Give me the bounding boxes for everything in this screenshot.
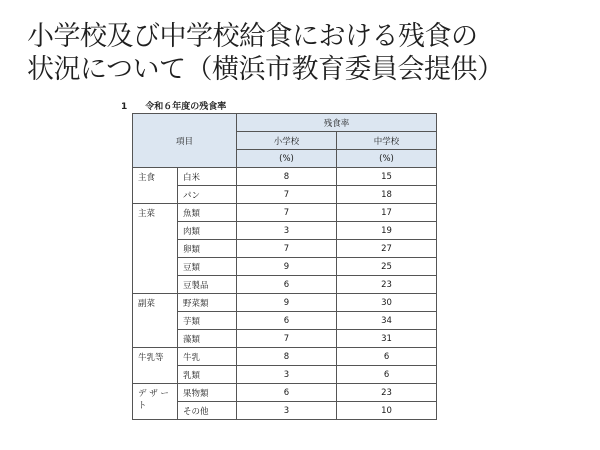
table-heading [121,99,226,112]
elementary-rate-cell: 6 [237,384,337,402]
category-cell: デ ザ ー ト [133,384,178,420]
item-cell: 肉類 [178,222,237,240]
junior-rate-cell: 17 [337,204,437,222]
table-row [133,330,437,348]
elementary-rate-cell: 7 [237,330,337,348]
table-row [133,204,437,222]
item-cell: 魚類 [178,204,237,222]
table-heading-text: 令和６年度の残食率 [145,102,227,112]
category-cell: 牛乳等 [133,348,178,384]
junior-rate-cell: 31 [337,330,437,348]
table-body [133,168,437,420]
item-cell: 藻類 [178,330,237,348]
table-row [133,222,437,240]
junior-rate-cell: 27 [337,240,437,258]
table-row [133,366,437,384]
item-cell: その他 [178,402,237,420]
table-heading-number: 1 [121,102,128,112]
elementary-rate-cell: 8 [237,168,337,186]
junior-rate-cell: 30 [337,294,437,312]
slide-title [27,20,587,86]
item-cell: 野菜類 [178,294,237,312]
elementary-header: 小学校 [237,132,337,150]
elementary-rate-cell: 7 [237,240,337,258]
table-row [133,168,437,186]
table-row [133,312,437,330]
elementary-unit: (%) [237,150,337,168]
junior-rate-cell: 18 [337,186,437,204]
junior-unit: (%) [337,150,437,168]
table-row [133,276,437,294]
item-cell: 乳類 [178,366,237,384]
junior-rate-cell: 23 [337,384,437,402]
title-line-2: 状況について（横浜市教育委員会提供） [27,54,504,85]
elementary-rate-cell: 7 [237,204,337,222]
category-cell: 主菜 [133,204,178,294]
food-waste-rate-table [132,113,437,420]
junior-rate-cell: 19 [337,222,437,240]
elementary-rate-cell: 6 [237,276,337,294]
junior-rate-cell: 10 [337,402,437,420]
item-cell: 卵類 [178,240,237,258]
junior-rate-cell: 6 [337,348,437,366]
table-row [133,402,437,420]
table-row [133,240,437,258]
table-row [133,348,437,366]
elementary-rate-cell: 3 [237,222,337,240]
table-row [133,294,437,312]
item-cell: 豆類 [178,258,237,276]
junior-rate-cell: 23 [337,276,437,294]
elementary-rate-cell: 8 [237,348,337,366]
category-cell: 副菜 [133,294,178,348]
item-header: 項目 [133,114,237,168]
elementary-rate-cell: 7 [237,186,337,204]
junior-header: 中学校 [337,132,437,150]
table-header [133,114,437,168]
item-cell: 芋類 [178,312,237,330]
elementary-rate-cell: 3 [237,402,337,420]
category-cell: 主食 [133,168,178,204]
rate-header: 残食率 [237,114,437,132]
junior-rate-cell: 34 [337,312,437,330]
item-cell: 白米 [178,168,237,186]
table-row [133,186,437,204]
item-cell: 豆製品 [178,276,237,294]
item-cell: 牛乳 [178,348,237,366]
table-row [133,384,437,402]
table-row [133,258,437,276]
junior-rate-cell: 15 [337,168,437,186]
elementary-rate-cell: 9 [237,294,337,312]
elementary-rate-cell: 3 [237,366,337,384]
item-cell: パン [178,186,237,204]
item-cell: 果物類 [178,384,237,402]
elementary-rate-cell: 6 [237,312,337,330]
elementary-rate-cell: 9 [237,258,337,276]
junior-rate-cell: 25 [337,258,437,276]
title-line-1: 小学校及び中学校給食における残食の [27,21,478,52]
junior-rate-cell: 6 [337,366,437,384]
